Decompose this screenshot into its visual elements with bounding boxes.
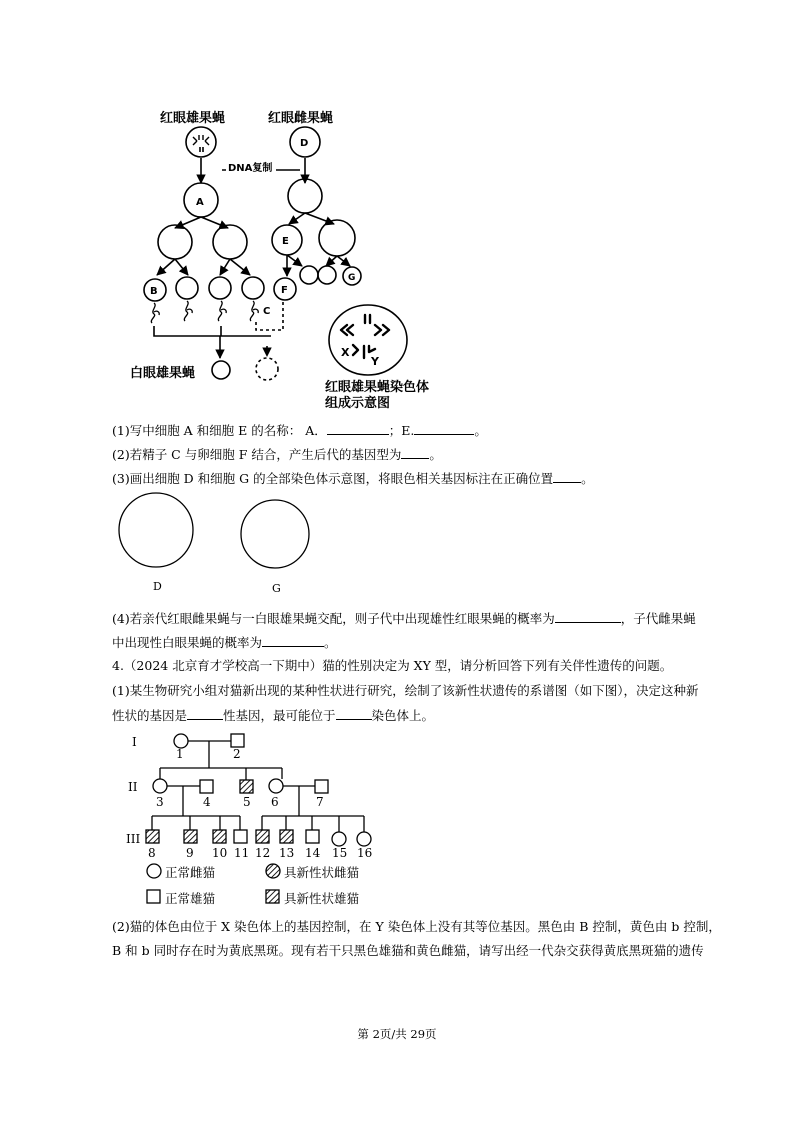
karyotype-diagram: [325, 300, 415, 380]
cell-C-letter: C: [263, 306, 271, 317]
problem-4-q1-line-1: (1)某生物研究小组对猫新出现的某种性状进行研究，绘制了该新性状遗传的系谱图（如下图），决定这种新: [112, 683, 699, 698]
cell-A-letter: A: [196, 197, 204, 208]
pedigree-number: 14: [305, 846, 321, 860]
male-parent-cell: [186, 127, 216, 157]
pedigree-number: 5: [243, 795, 251, 809]
question-1: [112, 421, 487, 440]
q2-end: 。: [429, 447, 442, 462]
pedigree-14: [306, 830, 319, 843]
cell-G-letter: G: [348, 273, 356, 283]
answer-blank-E[interactable]: [414, 421, 474, 435]
question-3: [112, 469, 594, 488]
cell-first-polar-body: [319, 220, 355, 256]
pedigree-1: [174, 734, 188, 748]
pedigree-number: 16: [357, 846, 373, 860]
question-4-line-1: [112, 609, 696, 628]
pedigree-number: 10: [212, 846, 228, 860]
answer-blank-drawing[interactable]: [553, 469, 581, 483]
q3-end: 。: [581, 471, 594, 486]
pedigree-number: 8: [148, 846, 156, 860]
problem-4-q2-line-2: B 和 b 同时存在时为黄底黑斑。现有若干只黑色雄猫和黄色雌猫，请写出经一代杂交获得黄底黑斑猫的遗传: [112, 943, 704, 958]
pedigree-chart: [125, 728, 385, 908]
pedigree-15: [332, 832, 346, 846]
generation-III: III: [126, 832, 141, 846]
cell-B-letter: B: [150, 286, 158, 297]
pedigree-5: [240, 780, 253, 793]
page-footer: 第 2页/共 29页: [357, 1027, 437, 1041]
label-red-eye-male: 红眼雄果蝇: [160, 111, 226, 126]
pedigree-4: [200, 780, 213, 793]
legend-normal-male: 正常雄猫: [165, 891, 216, 906]
pedigree-11: [234, 830, 247, 843]
legend-normal-male-symbol: [147, 890, 160, 903]
legend-trait-male: 具新性状雄猫: [284, 891, 360, 906]
question-4-line-2: [112, 633, 337, 652]
dna-replication-label: DNA复制: [228, 163, 273, 174]
drawing-label-D: D: [153, 580, 162, 593]
answer-blank-white-eye[interactable]: [262, 633, 324, 647]
pedigree-16: [357, 832, 371, 846]
legend-trait-male-symbol: [266, 890, 279, 903]
cell-secondary-spermatocyte-2: [213, 225, 247, 259]
pedigree-12: [256, 830, 269, 843]
pedigree-6: [269, 779, 283, 793]
q1-mid: ；E.: [388, 423, 415, 438]
pedigree-number: 12: [255, 846, 271, 860]
answer-blank-chromosome[interactable]: [336, 706, 372, 720]
pedigree-number: 11: [234, 846, 250, 860]
pedigree-13: [280, 830, 293, 843]
legend-trait-female-symbol: [266, 864, 280, 878]
q4-line2-prefix: 中出现性白眼果蝇的概率为: [112, 635, 263, 650]
pedigree-number: 7: [316, 795, 324, 809]
pedigree-7: [315, 780, 328, 793]
cell-F-letter: F: [281, 285, 288, 296]
pedigree-number: 15: [332, 846, 348, 860]
q4-line2-end: 。: [324, 635, 337, 650]
problem-4-header: 4.（2024 北京育才学校高一下期中）猫的性别决定为 XY 型，请分析回答下列有关伴性遗传的问题。: [112, 658, 673, 673]
pedigree-8: [146, 830, 159, 843]
pedigree-number: 1: [176, 747, 184, 761]
q2-prefix: (2)若精子 C 与卵细胞 F 结合，产生后代的基因型为: [112, 447, 402, 462]
pedigree-number: 3: [156, 795, 164, 809]
cell-E-letter: E: [282, 236, 289, 247]
problem-4-q2-line-1: (2)猫的体色由位于 X 染色体上的基因控制，在 Y 染色体上没有其等位基因。黑色由 B 控制，黄色由 b 控制，: [112, 919, 721, 934]
karyotype-caption-2: 组成示意图: [325, 396, 391, 411]
question-2: [112, 445, 442, 464]
pedigree-9: [184, 830, 197, 843]
q3-prefix: (3)画出细胞 D 和细胞 G 的全部染色体示意图，将眼色相关基因标注在正确位置: [112, 471, 554, 486]
label-white-eye-male: 白眼雄果蝇: [130, 366, 196, 381]
offspring-unknown: [256, 358, 278, 380]
drawing-label-G: G: [272, 582, 281, 595]
generation-I: I: [132, 735, 137, 749]
problem-4-q1-line-2: [112, 706, 434, 725]
p4-q1-line2-b: 性基因，最可能位于: [223, 708, 336, 723]
cell-secondary-spermatocyte-1: [158, 225, 192, 259]
pedigree-3: [153, 779, 167, 793]
pedigree-number: 6: [271, 795, 279, 809]
answer-blank-male-red-eye[interactable]: [555, 609, 621, 623]
label-red-eye-female: 红眼雌果蝇: [268, 111, 334, 126]
legend-normal-female: 正常雌猫: [165, 865, 216, 880]
legend-trait-female: 具新性状雌猫: [284, 865, 360, 880]
polar-body-2: [300, 266, 318, 284]
q4-line1-prefix: (4)若亲代红眼雌果蝇与一白眼雄果蝇交配，则子代中出现雄性红眼果蝇的概率为: [112, 611, 555, 626]
spermatid-3: [209, 277, 231, 299]
chrom-Y-label: Y: [371, 355, 379, 368]
polar-body-3: [318, 266, 336, 284]
answer-blank-genotype[interactable]: [401, 445, 429, 459]
pedigree-10: [213, 830, 226, 843]
chrom-X-label: X: [341, 346, 350, 359]
drawing-circle-D: [119, 493, 193, 567]
pedigree-number: 9: [186, 846, 194, 860]
karyotype-caption-1: 红眼雄果蝇染色体: [325, 380, 430, 395]
p4-q1-line2-c: 染色体上。: [371, 708, 435, 723]
cell-primary-oocyte: [288, 179, 322, 213]
q4-line1-end: ，子代雌果蝇: [620, 611, 696, 626]
offspring-white-eye-male: [212, 361, 230, 379]
legend-normal-female-symbol: [147, 864, 161, 878]
pedigree-number: 2: [233, 747, 241, 761]
cell-D-letter: D: [300, 138, 309, 149]
answer-blank-A[interactable]: [327, 421, 389, 435]
answer-blank-dominance[interactable]: [187, 706, 223, 720]
pedigree-2: [231, 734, 244, 747]
q1-prefix: (1)写中细胞 A 和细胞 E 的名称： A．: [112, 423, 327, 438]
q1-end: 。: [474, 423, 487, 438]
pedigree-number: 13: [279, 846, 295, 860]
spermatid-4: [242, 277, 264, 299]
generation-II: II: [128, 780, 138, 794]
spermatid-2: [176, 277, 198, 299]
p4-q1-line2-a: 性状的基因是: [112, 708, 188, 723]
pedigree-number: 4: [203, 795, 211, 809]
drawing-circle-G: [241, 500, 309, 568]
drawing-circles: [115, 490, 315, 600]
